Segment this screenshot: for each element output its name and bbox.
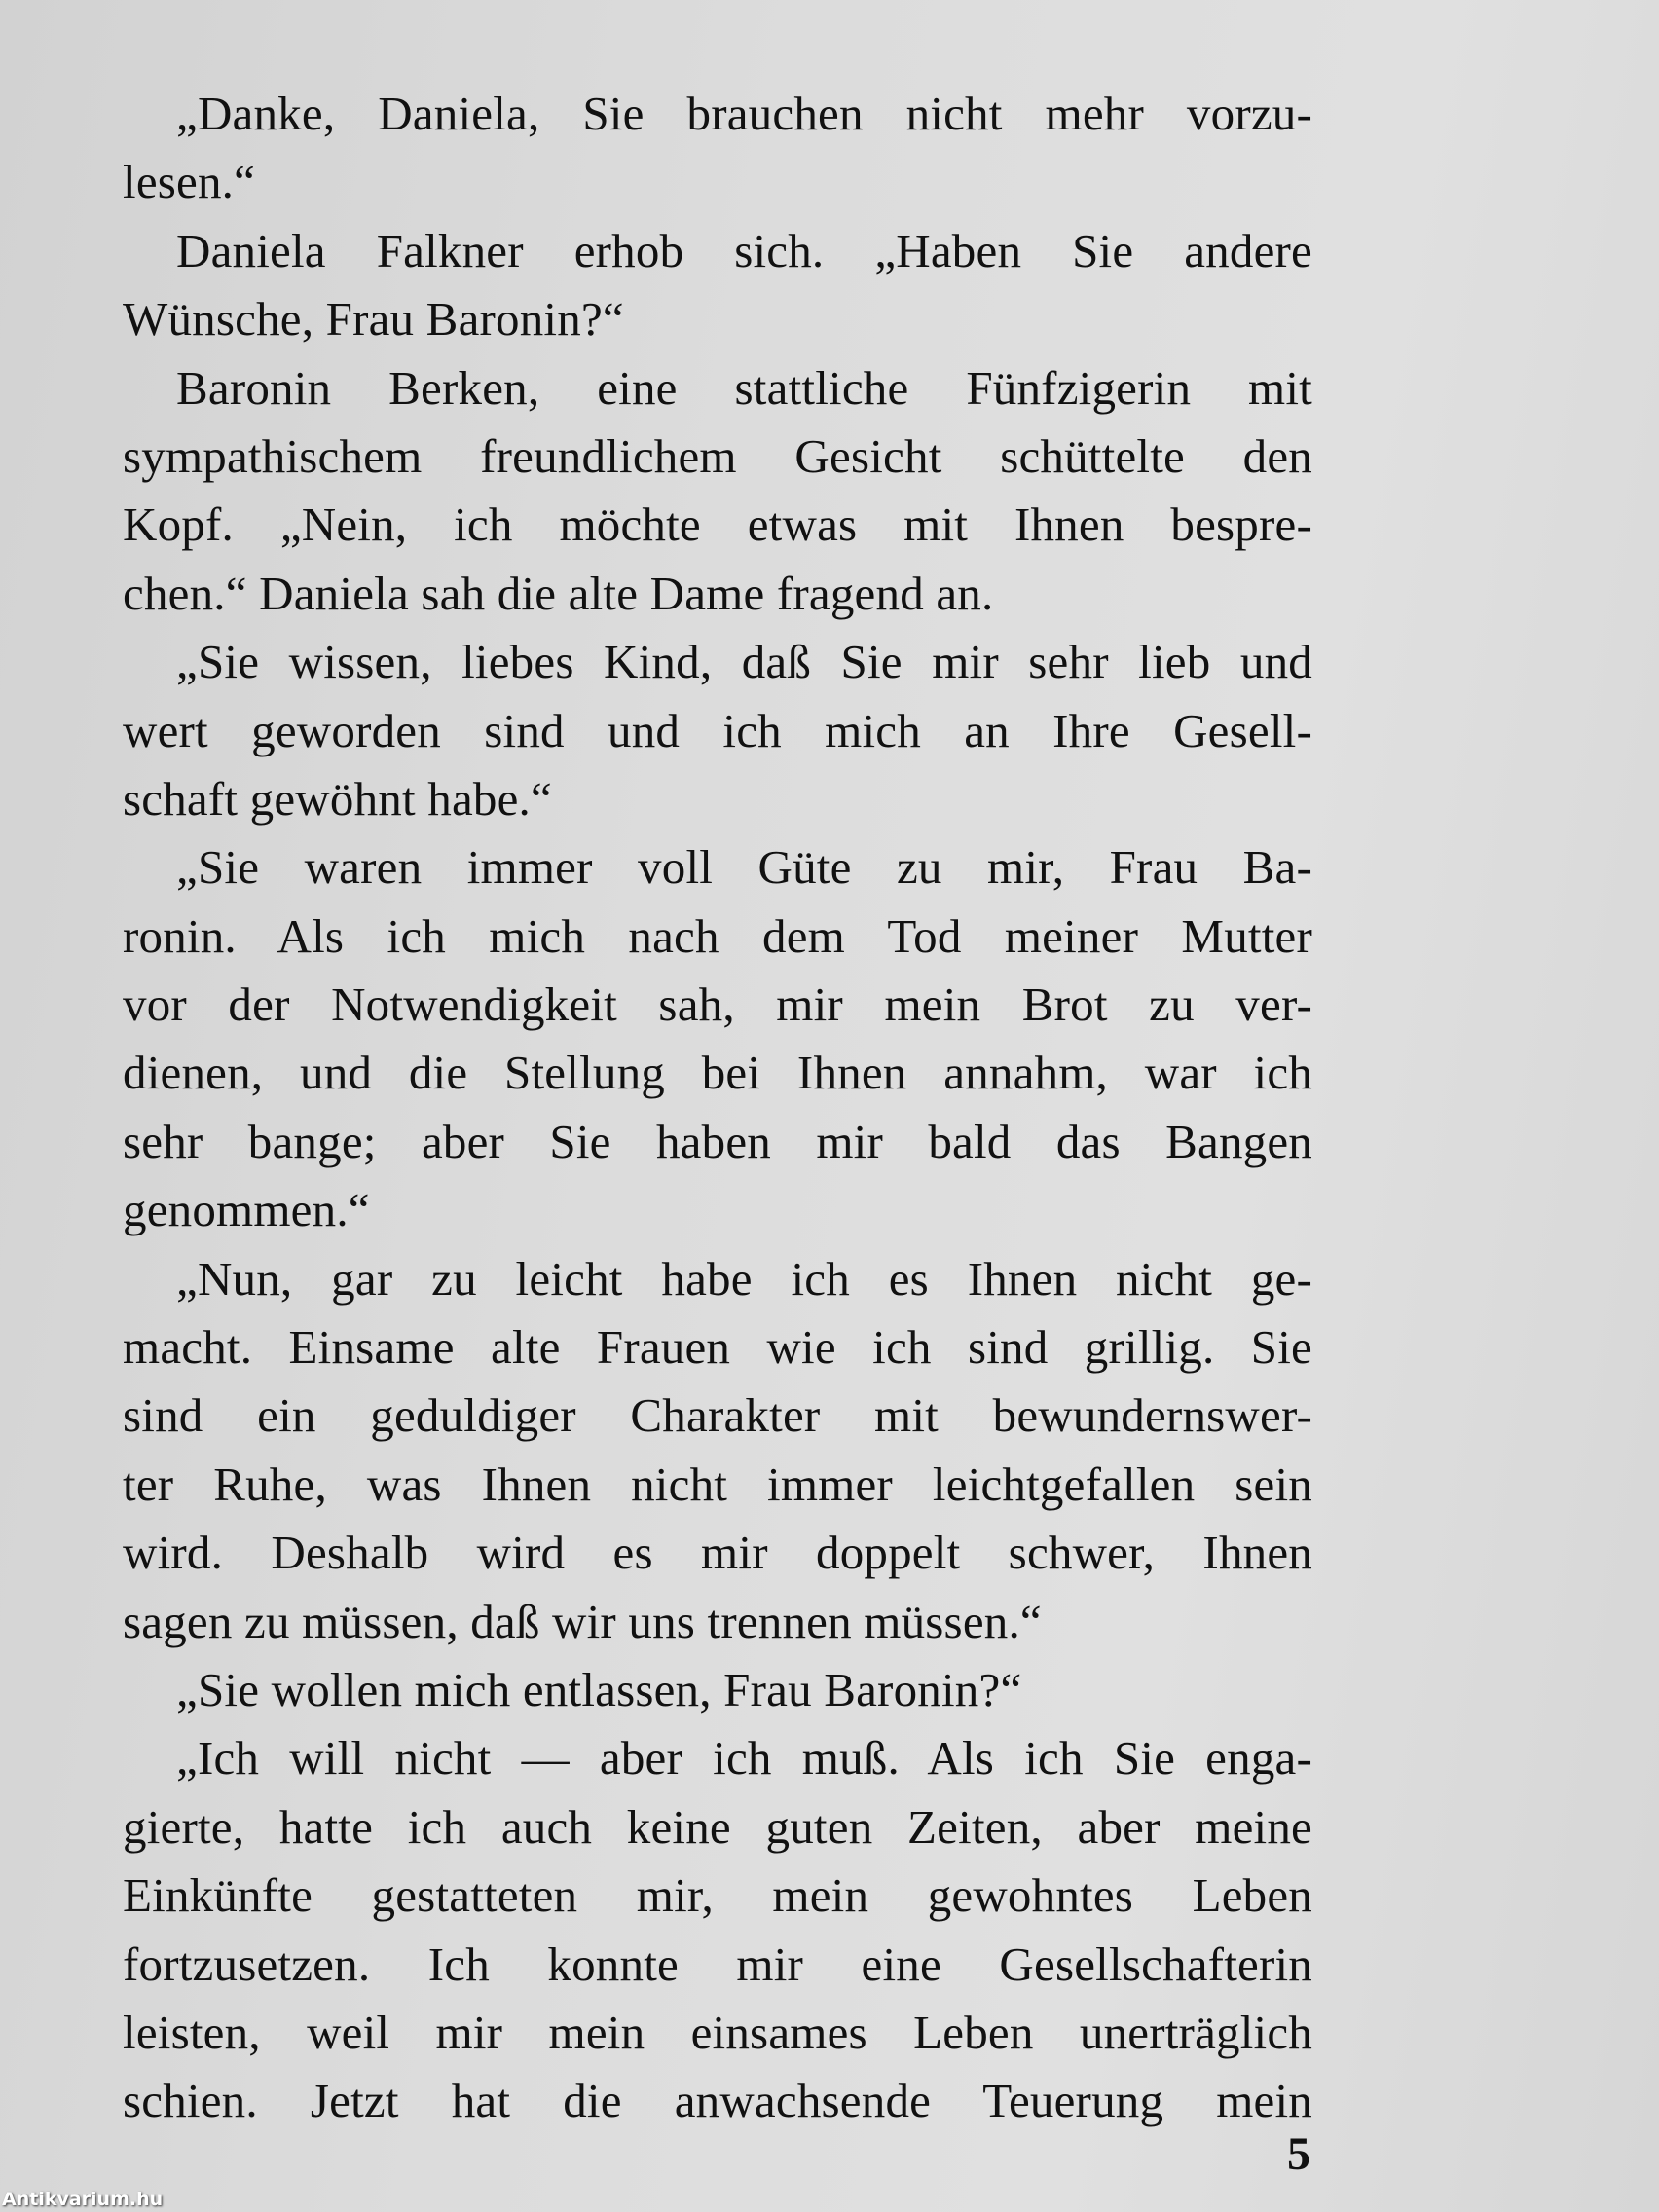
text-line: Wünsche, Frau Baronin?“ — [123, 292, 624, 347]
text-line: schien. Jetzt hat die anwachsende Teuerung mein — [123, 2074, 1312, 2128]
paragraph — [123, 1656, 1312, 1724]
text-line: lesen.“ — [123, 155, 256, 209]
text-line: ter Ruhe, was Ihnen nicht immer leichtgefallen sein — [123, 1456, 1312, 1511]
text-line: dienen, und die Stellung bei Ihnen annahm, war ich — [123, 1046, 1312, 1100]
paragraph — [123, 833, 1312, 1244]
text-line: sympathischem freundlichem Gesicht schüttelte den — [123, 428, 1312, 483]
watermark: Antikvarium.hu — [2, 2189, 164, 2210]
text-line: „Sie wollen mich entlassen, Frau Baronin?“ — [176, 1662, 1022, 1716]
text-line: wert geworden sind und ich mich an Ihre Gesell- — [123, 703, 1312, 757]
text-line: sind ein geduldiger Charakter mit bewundernswer- — [123, 1388, 1312, 1443]
text-line: „Sie wissen, liebes Kind, daß Sie mir sehr lieb und — [176, 635, 1312, 689]
text-line: genommen.“ — [123, 1183, 370, 1237]
text-line: „Ich will nicht — aber ich muß. Als ich Sie enga- — [176, 1731, 1312, 1786]
text-line: ronin. Als ich mich nach dem Tod meiner Mutter — [123, 908, 1312, 963]
paragraph — [123, 80, 1312, 217]
text-line: Daniela Falkner erhob sich. „Haben Sie andere — [176, 223, 1312, 277]
paragraph — [123, 354, 1312, 629]
text-line: „Nun, gar zu leicht habe ich es Ihnen nicht ge- — [176, 1251, 1312, 1306]
paragraph — [123, 1724, 1312, 2135]
text-line: leisten, weil mir mein einsames Leben unerträglich — [123, 2005, 1312, 2059]
paragraph — [123, 217, 1312, 354]
text-line: sagen zu müssen, daß wir uns trennen müssen.“ — [123, 1594, 1042, 1648]
page-number: 5 — [1287, 2128, 1310, 2180]
text-line: macht. Einsame alte Frauen wie ich sind grillig. Sie — [123, 1320, 1312, 1375]
paragraph — [123, 628, 1312, 833]
text-line: Einkünfte gestatteten mir, mein gewohntes Leben — [123, 1868, 1312, 1923]
text-line: schaft gewöhnt habe.“ — [123, 771, 552, 826]
text-line: Kopf. „Nein, ich möchte etwas mit Ihnen bespre- — [123, 498, 1312, 552]
text-line: „Sie waren immer voll Güte zu mir, Frau Ba- — [176, 840, 1312, 895]
text-line: sehr bange; aber Sie haben mir bald das Bangen — [123, 1114, 1312, 1168]
body-text — [123, 80, 1312, 2136]
text-line: chen.“ Daniela sah die alte Dame fragend an. — [123, 566, 994, 620]
text-line: wird. Deshalb wird es mir doppelt schwer, Ihnen — [123, 1526, 1312, 1580]
text-line: vor der Notwendigkeit sah, mir mein Brot zu ver- — [123, 977, 1312, 1032]
text-line: „Danke, Daniela, Sie brauchen nicht mehr vorzu- — [176, 87, 1312, 140]
text-line: gierte, hatte ich auch keine guten Zeiten, aber meine — [123, 1799, 1312, 1854]
paragraph — [123, 1245, 1312, 1656]
text-line: fortzusetzen. Ich konnte mir eine Gesellschafterin — [123, 1936, 1312, 1991]
text-line: Baronin Berken, eine stattliche Fünfzigerin mit — [176, 360, 1312, 415]
